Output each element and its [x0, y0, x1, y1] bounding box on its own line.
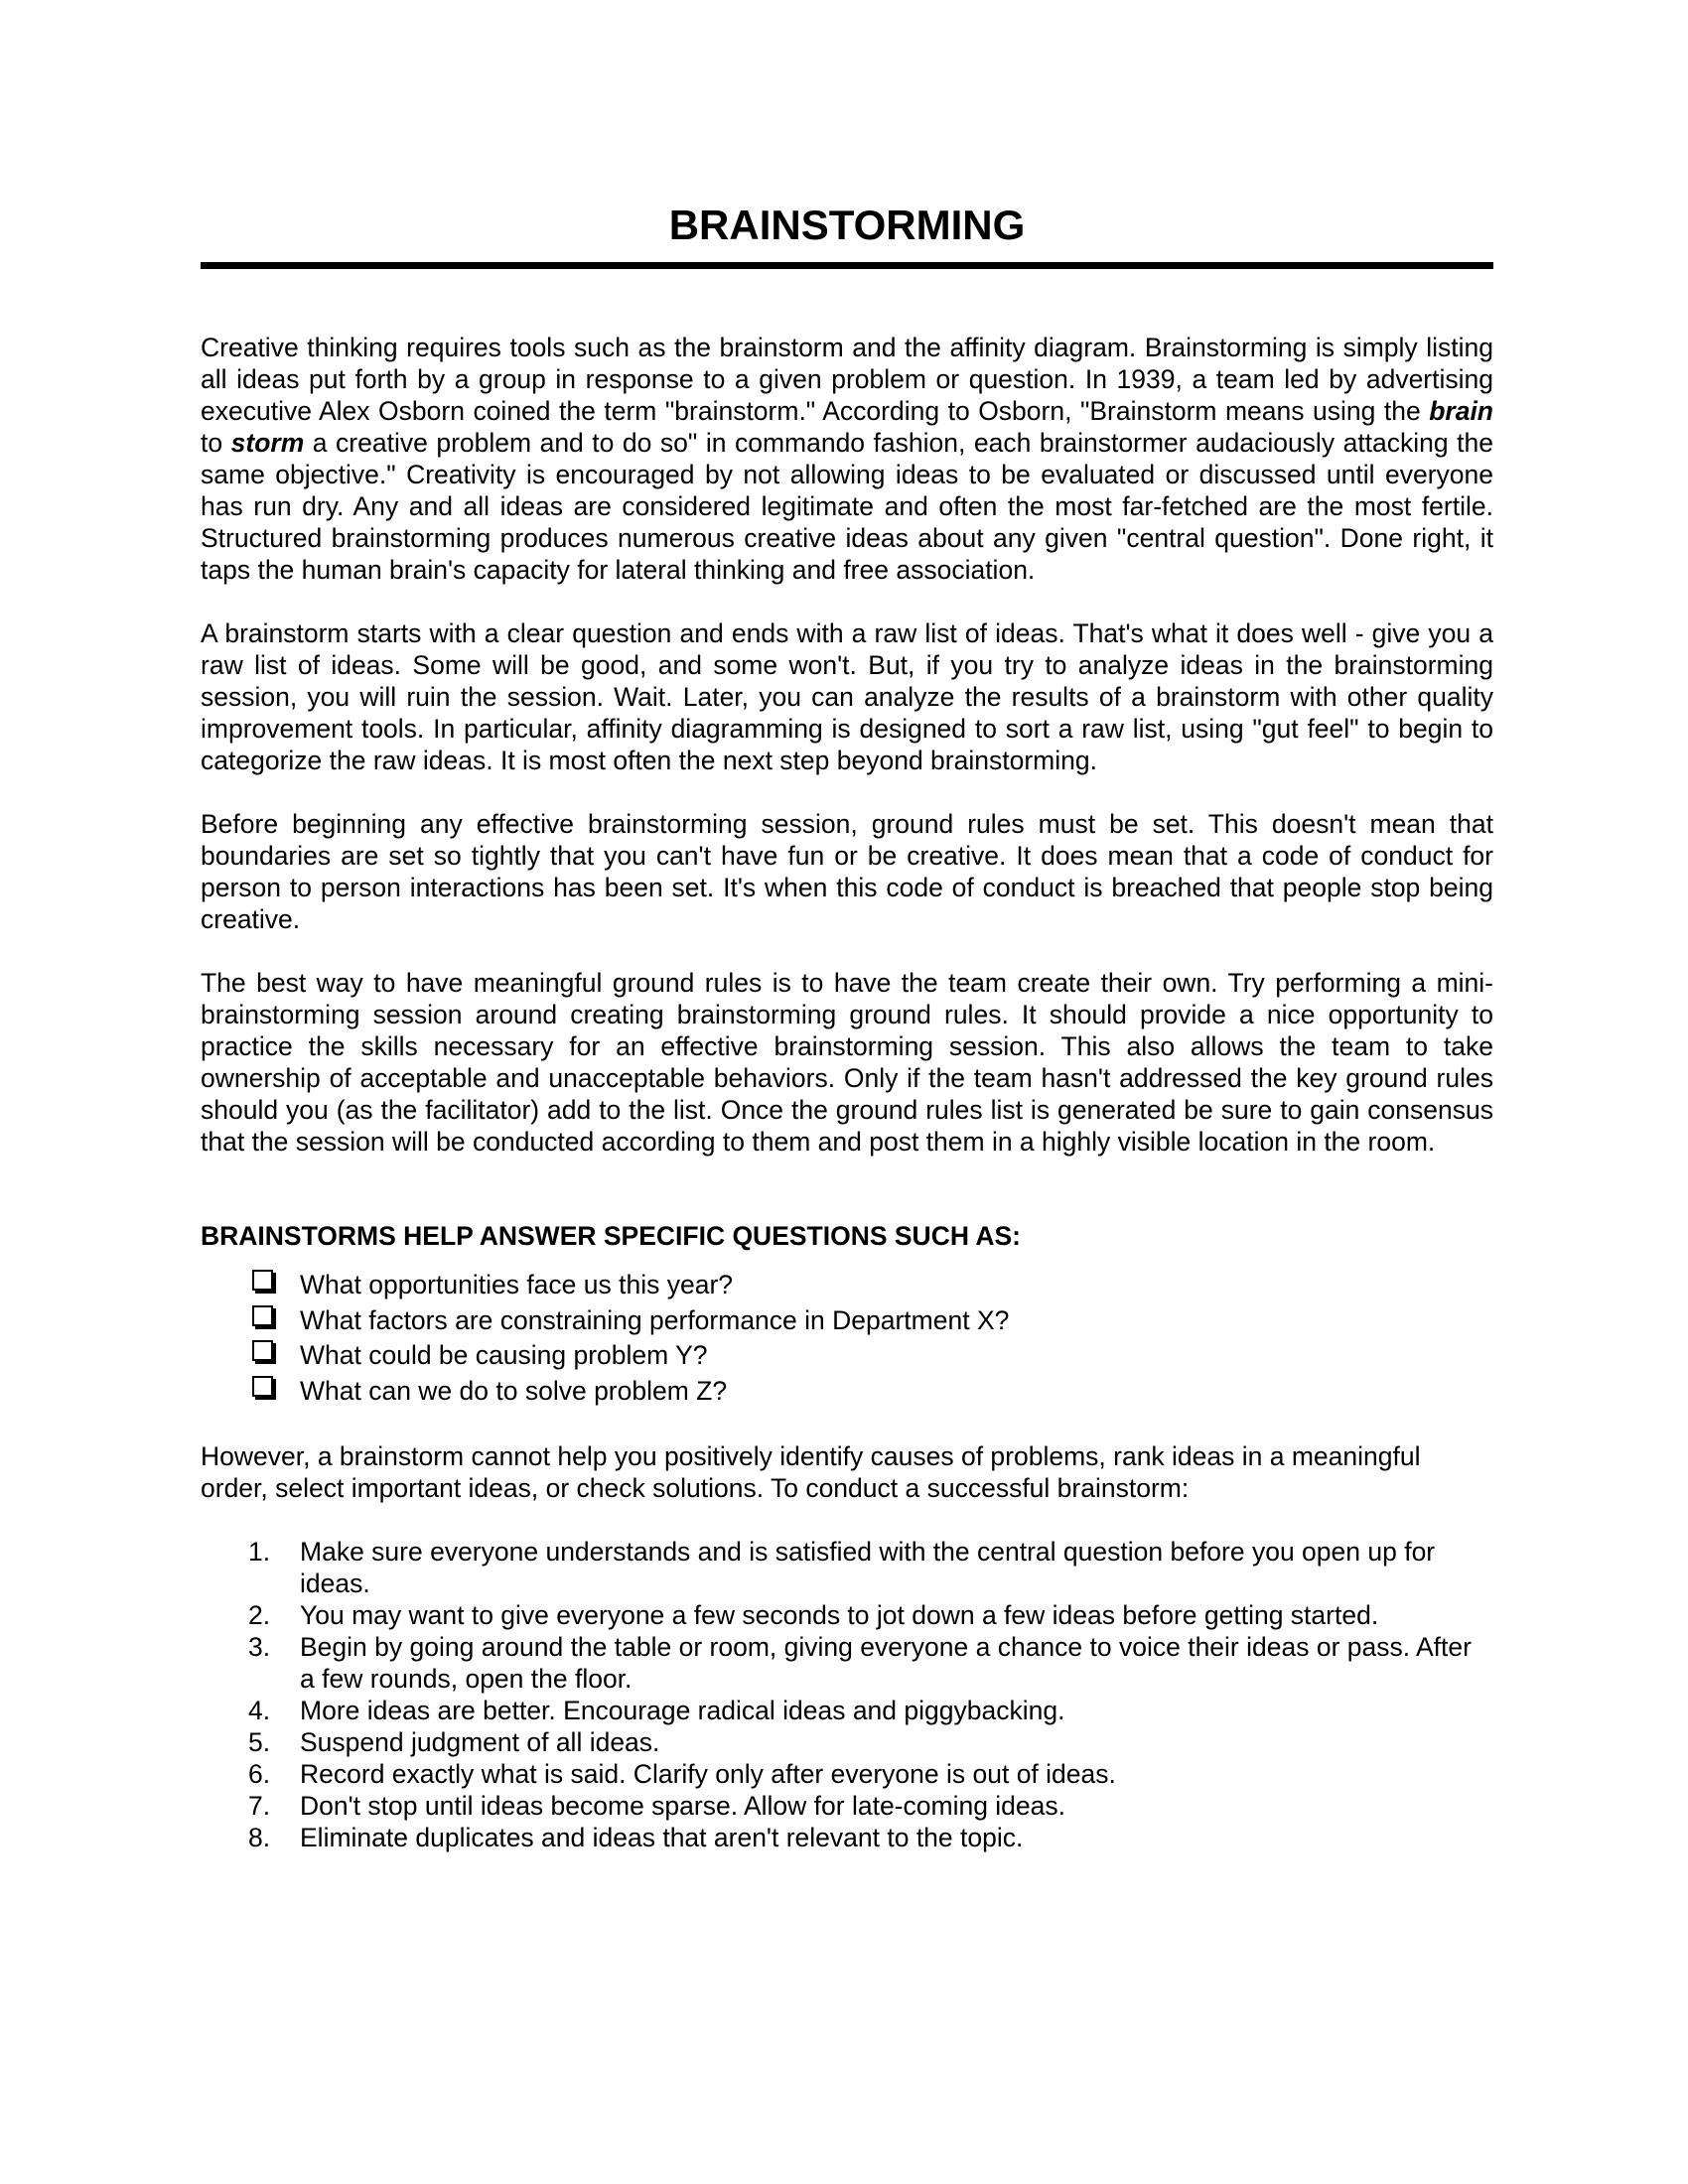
list-item: [252, 1374, 1493, 1410]
step-number: 1.: [248, 1537, 271, 1567]
questions-heading: BRAINSTORMS HELP ANSWER SPECIFIC QUESTIONS SUCH AS:: [201, 1221, 1021, 1251]
page-title: BRAINSTORMING: [668, 202, 1026, 248]
list-item: [252, 1338, 1493, 1374]
list-item: [201, 1695, 1493, 1726]
paragraph-intro-part-a: Creative thinking requires tools such as the brainstorm and the affinity diagram. Brainstorming is simply listing all ideas put forth by a group in response to a given problem or question. In 1939, a team led by advertising executive Alex Osborn coined the term "brainstorm." According to Osborn, "Brainstorm means using the: [201, 333, 1493, 426]
checkbox-icon: [252, 1305, 273, 1326]
paragraph-team-rules: The best way to have meaningful ground rules is to have the team create their own. Try performing a mini-brainstorming session around creating brainstorming ground rules. It should provide a nice opportunity to practice the skills necessary for an effective brainstorming session. This also allows the team to take ownership of acceptable and unacceptable behaviors. Only if the team hasn't addressed the key ground rules should you (as the facilitator) add to the list. Once the ground rules list is generated be sure to gain consensus that the session will be conducted according to them and post them in a highly visible location in the room.: [201, 968, 1493, 1157]
list-item: [252, 1303, 1493, 1339]
step-text: Suspend judgment of all ideas.: [300, 1727, 660, 1757]
checkbox-icon: [252, 1270, 273, 1291]
step-text: Eliminate duplicates and ideas that aren't relevant to the topic.: [300, 1823, 1024, 1852]
paragraph-ground-rules: Before beginning any effective brainstorming session, ground rules must be set. This doesn't mean that boundaries are set so tightly that you can't have fun or be creative. It does mean that a code of conduct for person to person interactions has been set. It's when this code of conduct is breached that people stop being creative.: [201, 809, 1493, 934]
step-number: 3.: [248, 1632, 271, 1662]
list-item: [201, 1790, 1493, 1822]
emphasis-storm: storm: [230, 428, 305, 458]
list-item: [201, 1758, 1493, 1790]
paragraph-raw-list: A brainstorm starts with a clear question and ends with a raw list of ideas. That's what it does well - give you a raw list of ideas. Some will be good, and some won't. But, if you try to analyze ideas in the brainstorming session, you will ruin the session. Wait. Later, you can analyze the results of a brainstorm with other quality improvement tools. In particular, affinity diagramming is designed to sort a raw list, using "gut feel" to begin to categorize the raw ideas. It is most often the next step beyond brainstorming.: [201, 618, 1493, 775]
step-text: Begin by going around the table or room, giving everyone a chance to voice their ideas or pass. After a few rounds, open the floor.: [300, 1632, 1472, 1694]
step-number: 6.: [248, 1759, 271, 1789]
list-item: [252, 1268, 1493, 1303]
paragraph-intro-part-b: to: [201, 428, 231, 458]
paragraph-steps-intro: However, a brainstorm cannot help you positively identify causes of problems, rank ideas in a meaningful order, select important ideas, or check solutions. To conduct a successful brainstorm:: [201, 1441, 1421, 1503]
question-text: What factors are constraining performance in Department X?: [300, 1304, 1010, 1335]
step-number: 8.: [248, 1823, 271, 1852]
list-item: [201, 1536, 1493, 1599]
step-text: You may want to give everyone a few seconds to jot down a few ideas before getting started.: [300, 1600, 1379, 1630]
step-number: 4.: [248, 1696, 271, 1725]
list-item: [201, 1726, 1493, 1758]
document-page: [201, 195, 1493, 1853]
emphasis-brain: brain: [1429, 396, 1493, 426]
step-text: Make sure everyone understands and is satisfied with the central question before you open up for ideas.: [300, 1537, 1436, 1598]
question-text: What opportunities face us this year?: [300, 1270, 734, 1299]
paragraph-intro: [201, 332, 1493, 586]
step-text: More ideas are better. Encourage radical ideas and piggybacking.: [300, 1696, 1065, 1725]
list-item: [201, 1631, 1493, 1695]
step-text: Don't stop until ideas become sparse. Allow for late-coming ideas.: [300, 1791, 1066, 1821]
steps-list: [201, 1536, 1493, 1853]
list-item: [201, 1599, 1493, 1631]
question-text: What can we do to solve problem Z?: [300, 1375, 728, 1406]
step-number: 2.: [248, 1600, 271, 1630]
step-number: 7.: [248, 1791, 271, 1821]
checkbox-icon: [252, 1376, 273, 1397]
step-number: 5.: [248, 1727, 271, 1757]
title-divider: [201, 262, 1493, 269]
questions-checklist: [201, 1268, 1493, 1409]
paragraph-intro-part-c: a creative problem and to do so" in commando fashion, each brainstormer audaciously attacking the same objective." Creativity is encouraged by not allowing ideas to be evaluated or discussed until everyone has run dry. Any and all ideas are considered legitimate and often the most far-fetched are the most fertile. Structured brainstorming produces numerous creative ideas about any given "central question". Done right, it taps the human brain's capacity for lateral thinking and free association.: [201, 428, 1494, 585]
question-text: What could be causing problem Y?: [300, 1340, 708, 1370]
list-item: [201, 1822, 1493, 1853]
step-text: Record exactly what is said. Clarify only after everyone is out of ideas.: [300, 1759, 1116, 1789]
checkbox-icon: [252, 1340, 273, 1361]
